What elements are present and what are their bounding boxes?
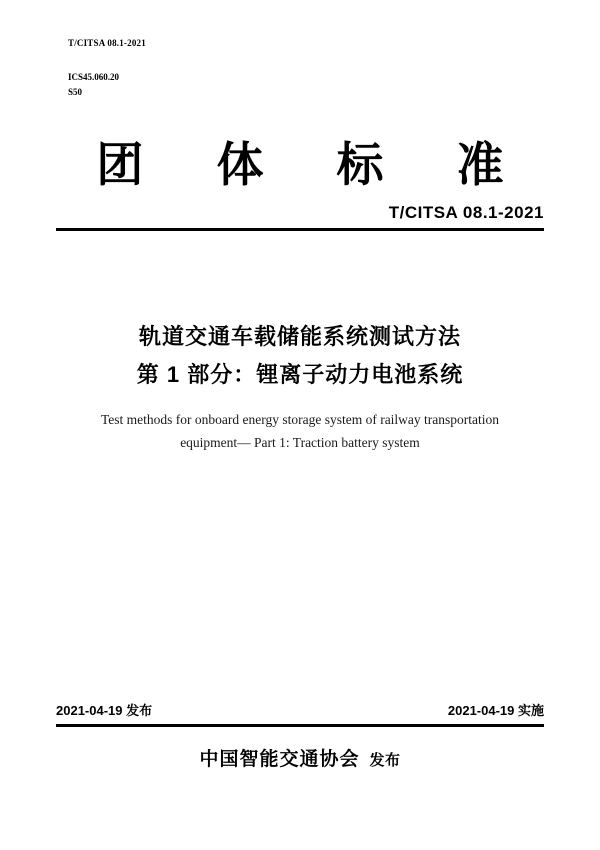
publisher-block: [0, 744, 600, 771]
implementation-date: 2021-04-19 实施: [447, 703, 544, 718]
ccs-code: S50: [68, 87, 83, 97]
document-title: [56, 318, 544, 394]
standard-code: T/CITSA 08.1-2021: [388, 203, 544, 222]
document-title-english: [70, 408, 530, 454]
issue-date: 2021-04-19 发布: [56, 703, 153, 718]
publisher-name: 中国智能交通协会: [199, 749, 360, 770]
standard-type-heading: 团 体 标 准: [96, 138, 534, 191]
publisher-verb: 发布: [369, 752, 401, 769]
document-title-english-line-2: equipment— Part 1: Traction battery system: [180, 435, 420, 450]
document-title-english-line-1: Test methods for onboard energy storage system of railway transportation: [100, 412, 500, 427]
ics-code: ICS45.060.20: [68, 72, 120, 82]
footer-divider: [56, 724, 544, 727]
classification-block: [68, 70, 119, 100]
document-title-line-2: 第 1 部分：锂离子动力电池系统: [136, 362, 464, 387]
document-number: T/CITSA 08.1-2021: [68, 38, 146, 48]
date-row: [56, 700, 544, 719]
document-title-line-1: 轨道交通车载储能系统测试方法: [138, 324, 461, 349]
header-divider: [56, 228, 544, 231]
